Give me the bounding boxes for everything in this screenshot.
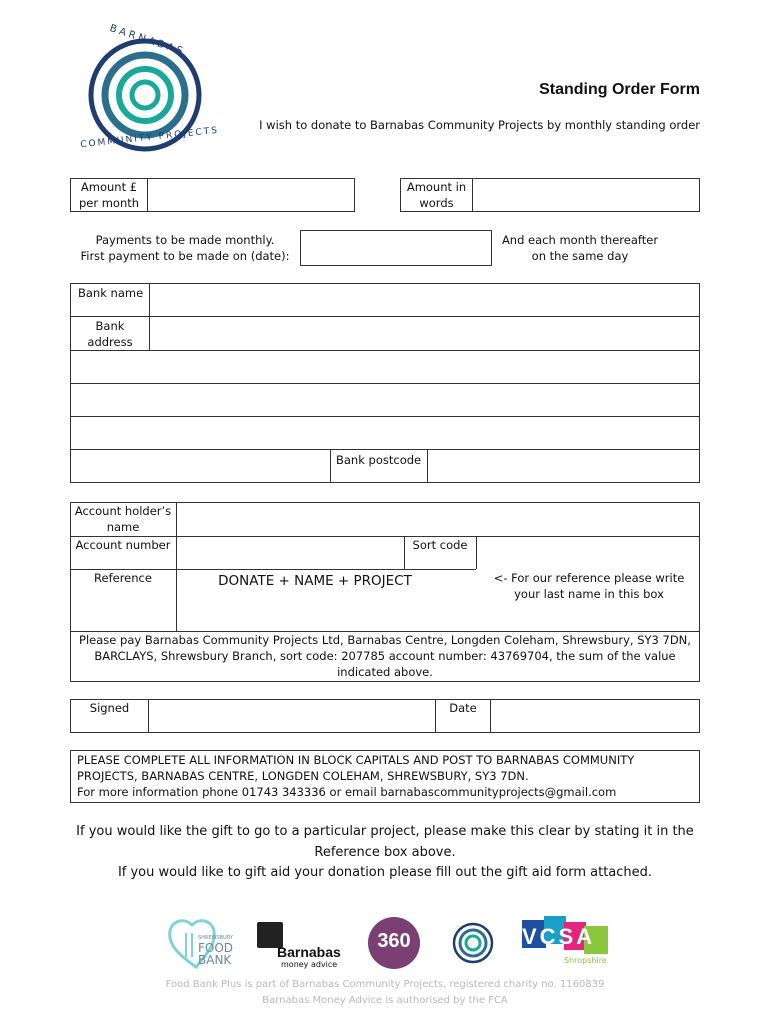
amount-per-month-input[interactable] (147, 178, 355, 212)
signed-label: Signed (89, 701, 130, 715)
gift-line-1: If you would like the gift to go to a particular project, please make this clear by stating it in the (76, 824, 694, 839)
amount-in-words-label: Amount in words (406, 180, 467, 210)
account-holder-input[interactable] (177, 503, 699, 536)
vcsa-sub-text: Shropshire (564, 956, 607, 965)
bank-address-input-5[interactable] (71, 450, 330, 482)
barnabas-small-rings-icon (444, 914, 502, 972)
account-number-label: Account number (75, 538, 171, 552)
foodbank-text-1: FOOD (198, 941, 234, 955)
payment-instruction: Please pay Barnabas Community Projects Ltd, Barnabas Centre, Longden Coleham, Shrewsbury, SY3 7DN, BARCLAYS, Shrewsbury Branch, sort code: 207785 account number: 43769704, the sum of the value indicated above. (79, 633, 691, 679)
money-advice-text-1: Barnabas (277, 944, 341, 960)
vcsa-text: VCSA (522, 924, 596, 949)
date-label: Date (449, 701, 477, 715)
payment-line-2: First payment to be made on (date): (80, 249, 290, 263)
sort-code-input[interactable] (477, 537, 699, 569)
logo-text-bottom: COMMUNITY PROJECTS (79, 125, 220, 151)
account-holder-label: Account holder’s name (74, 504, 172, 534)
bank-name-input[interactable] (150, 284, 699, 316)
signature-input[interactable] (149, 700, 435, 732)
form-title: Standing Order Form (539, 81, 700, 98)
gift-line-3: If you would like to gift aid your donation please fill out the gift aid form attached. (117, 865, 653, 880)
barnabas-logo (70, 23, 220, 160)
logo-text-top: BARNABAS (108, 23, 187, 58)
footer-line-2: Barnabas Money Advice is authorised by the FCA (262, 995, 508, 1006)
postal-notice-line-2: PROJECTS, BARNABAS CENTRE, LONGDEN COLEHAM, SHREWSBURY, SY3 7DN. (77, 769, 529, 783)
reference-label: Reference (94, 571, 152, 585)
bank-postcode-input[interactable] (428, 450, 699, 482)
bank-col-divider (330, 449, 331, 483)
gift-line-2: Reference box above. (314, 845, 456, 860)
first-payment-date-input[interactable] (300, 230, 492, 266)
amount-per-month-label: Amount £ per month (78, 180, 140, 210)
payment-line-1: Payments to be made monthly. (95, 233, 275, 247)
foodbank-small-text: SHREWSBURY (198, 935, 233, 941)
account-number-input[interactable] (177, 537, 404, 569)
form-subtitle: I wish to donate to Barnabas Community Projects by monthly standing order (259, 118, 700, 132)
bank-address-input-3[interactable] (71, 384, 699, 416)
foodbank-text-2: BANK (198, 953, 232, 967)
reference-note: <- For our reference please write your last name in this box (493, 571, 685, 601)
footer-line-1: Food Bank Plus is part of Barnabas Community Projects, registered charity no. 1160839 (165, 979, 605, 990)
postal-notice-line-1: PLEASE COMPLETE ALL INFORMATION IN BLOCK CAPITALS AND POST TO BARNABAS COMMUNITY (77, 753, 635, 767)
reference-input[interactable] (177, 570, 477, 631)
bank-address-input-4[interactable] (71, 417, 699, 449)
bank-address-input-2[interactable] (71, 351, 699, 383)
payment-thereafter: And each month thereafter on the same day (501, 233, 659, 263)
money-advice-logo (255, 922, 350, 972)
amount-in-words-input[interactable] (472, 178, 700, 212)
barnabas-small-logo (444, 914, 502, 972)
bank-name-label: Bank name (78, 286, 144, 300)
three60-text: 360 (377, 930, 411, 952)
reference-value: DONATE + NAME + PROJECT (218, 573, 412, 589)
foodbank-logo (166, 915, 242, 971)
money-advice-text-2: money advice (281, 960, 338, 969)
three60-logo (368, 917, 420, 969)
sort-code-label: Sort code (412, 538, 468, 552)
postal-notice-line-3: For more information phone 01743 343336 or email barnabascommunityprojects@gmail.com (77, 785, 617, 799)
vcsa-logo (520, 916, 612, 970)
bank-postcode-label: Bank postcode (336, 453, 422, 467)
bank-address-label: Bank address (87, 319, 133, 349)
bank-address-input-1[interactable] (150, 317, 699, 350)
date-input[interactable] (491, 700, 699, 732)
